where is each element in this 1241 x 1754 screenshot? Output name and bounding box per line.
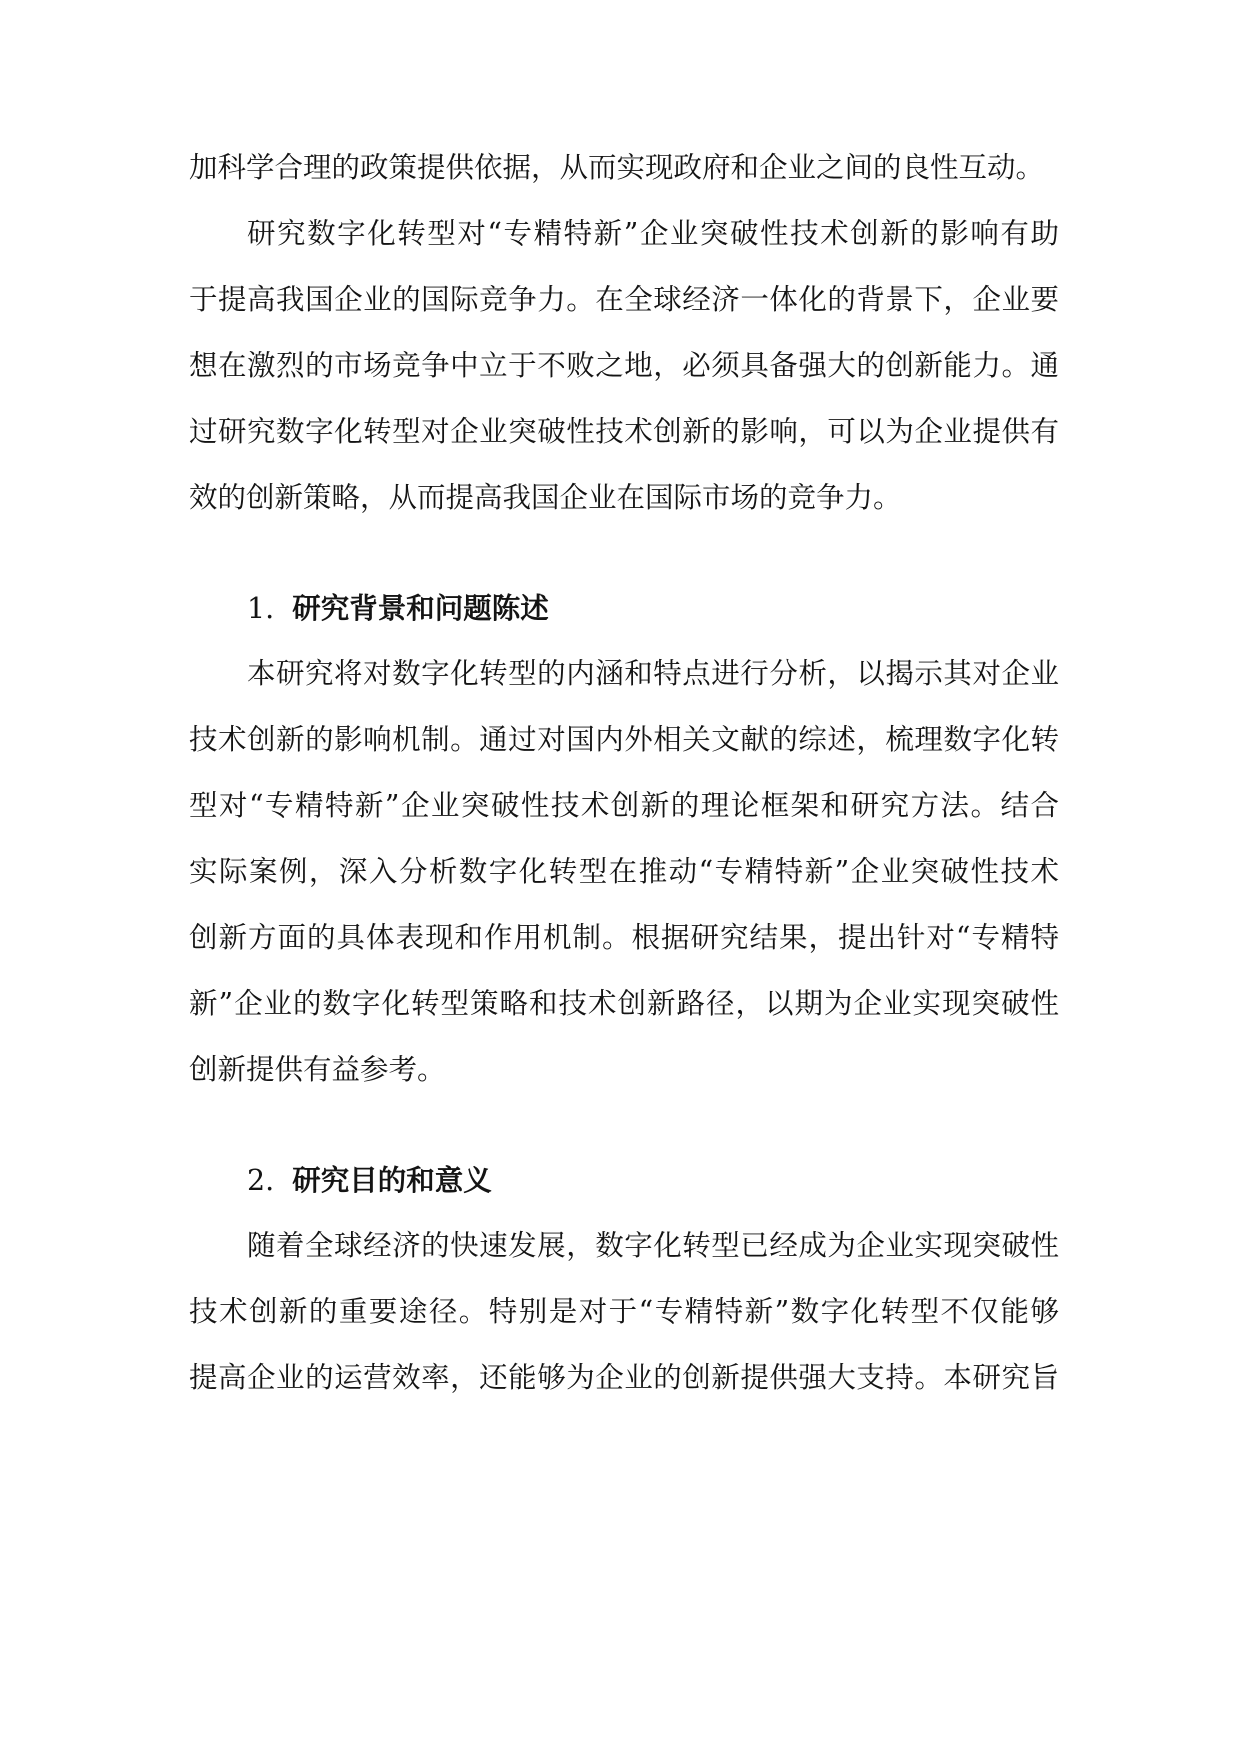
paragraph-purpose bbox=[189, 1213, 1059, 1411]
text-line: 提高企业的运营效率，还能够为企业的创新提供强大支持。本研究旨 bbox=[189, 1361, 1059, 1394]
text-line: 随着全球经济的快速发展，数字化转型已经成为企业实现突破性 bbox=[247, 1229, 1059, 1262]
text-line: 加科学合理的政策提供依据，从而实现政府和企业之间的良性互动。 bbox=[189, 151, 1045, 184]
text-line: 技术创新的重要途径。特别是对于“专精特新”数字化转型不仅能够 bbox=[189, 1295, 1059, 1328]
text-line: 于提高我国企业的国际竞争力。在全球经济一体化的背景下，企业要 bbox=[189, 283, 1059, 316]
text-line: 新”企业的数字化转型策略和技术创新路径，以期为企业实现突破性 bbox=[189, 987, 1059, 1020]
section-number: 1. bbox=[247, 592, 275, 625]
text-line: 研究数字化转型对“专精特新”企业突破性技术创新的影响有助 bbox=[247, 217, 1059, 250]
text-line: 创新提供有益参考。 bbox=[189, 1053, 446, 1086]
section-title: 研究目的和意义 bbox=[292, 1163, 492, 1197]
text-line: 效的创新策略，从而提高我国企业在国际市场的竞争力。 bbox=[189, 481, 902, 514]
section-heading-2 bbox=[189, 1147, 1059, 1213]
paragraph-continuation bbox=[189, 135, 1059, 201]
text-line: 型对“专精特新”企业突破性技术创新的理论框架和研究方法。结合 bbox=[189, 789, 1059, 822]
paragraph-background bbox=[189, 641, 1059, 1103]
text-line: 本研究将对数字化转型的内涵和特点进行分析，以揭示其对企业 bbox=[247, 657, 1059, 690]
section-title: 研究背景和问题陈述 bbox=[292, 591, 549, 625]
section-heading-1 bbox=[189, 575, 1059, 641]
paragraph-competitiveness bbox=[189, 201, 1059, 531]
text-line: 技术创新的影响机制。通过对国内外相关文献的综述，梳理数字化转 bbox=[189, 723, 1059, 756]
text-line: 创新方面的具体表现和作用机制。根据研究结果，提出针对“专精特 bbox=[189, 921, 1059, 954]
document-body bbox=[189, 135, 1059, 1411]
text-line: 想在激烈的市场竞争中立于不败之地，必须具备强大的创新能力。通 bbox=[189, 349, 1059, 382]
text-line: 实际案例，深入分析数字化转型在推动“专精特新”企业突破性技术 bbox=[189, 855, 1059, 888]
section-number: 2. bbox=[247, 1164, 275, 1197]
text-line: 过研究数字化转型对企业突破性技术创新的影响，可以为企业提供有 bbox=[189, 415, 1059, 448]
